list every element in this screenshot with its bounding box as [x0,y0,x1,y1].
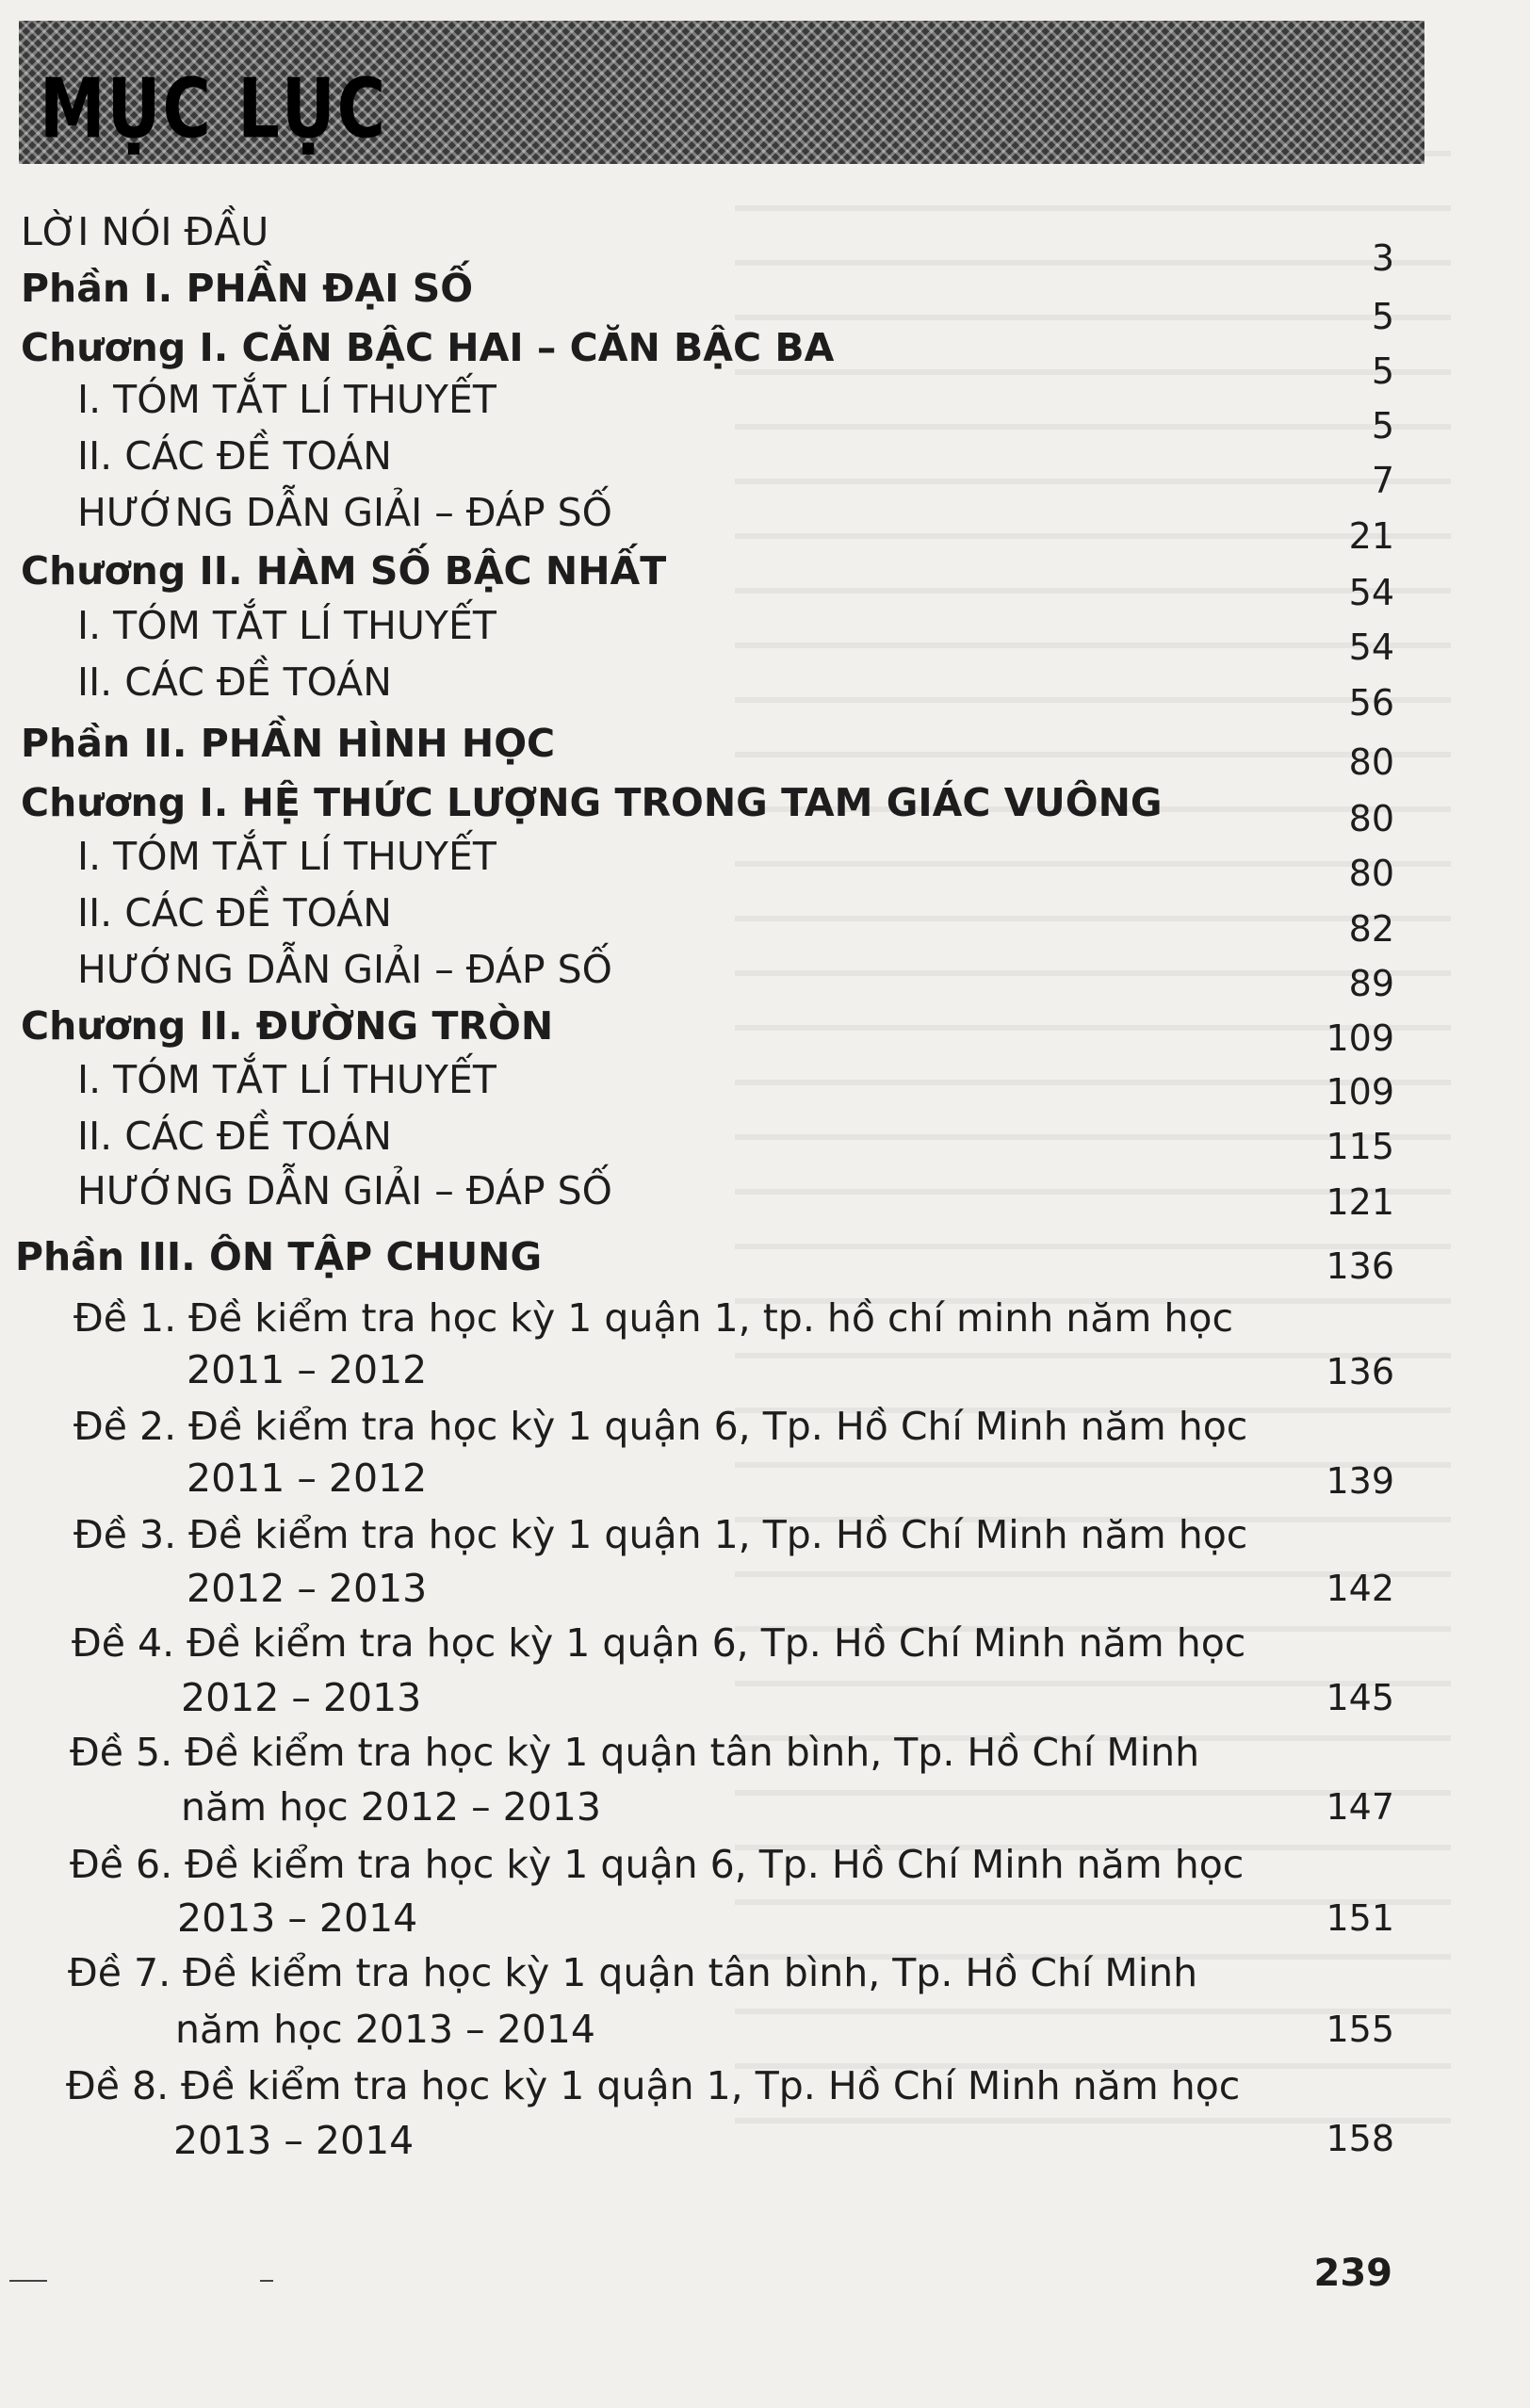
toc-entry-title: I. TÓM TẮT LÍ THUYẾT [77,834,496,879]
toc-page-number: 109 [1326,1017,1394,1059]
toc-entry-continuation: 2012 – 2013 [181,1675,422,1720]
toc-entry-title: Chương II. ĐƯỜNG TRÒN [21,1003,554,1049]
toc-entry-title: HƯỚNG DẪN GIẢI – ĐÁP SỐ [77,490,612,535]
toc-entry [73,1512,1247,1557]
toc-entry-title: Chương II. HÀM SỐ BẬC NHẤT [21,548,667,594]
toc-entry-title: Đề 4. Đề kiểm tra học kỳ 1 quận 6, Tp. Hồ Chí Minh năm học [72,1620,1246,1666]
toc-page-number: 3 [1371,237,1394,279]
toc-entry-title: HƯỚNG DẪN GIẢI – ĐÁP SỐ [77,1168,612,1213]
toc-page-number: 121 [1326,1181,1394,1223]
toc-page-number: 21 [1348,515,1394,557]
toc-entry [21,325,834,370]
toc-entry [70,1730,1199,1775]
toc-entry [77,659,392,705]
toc-entry [21,548,666,594]
page-title: MỤC LỤC [40,60,388,157]
toc-page-number: 7 [1371,460,1394,501]
toc-page-number: 54 [1348,572,1394,613]
toc-entry [77,834,496,879]
toc-entry [77,1057,496,1102]
toc-entry-title: II. CÁC ĐỀ TOÁN [77,433,392,479]
footer-page-number: 239 [1313,2252,1392,2295]
toc-entry-title: Đề 1. Đề kiểm tra học kỳ 1 quận 1, tp. hồ chí minh năm học [73,1295,1233,1341]
toc-page-number: 147 [1326,1786,1394,1828]
toc-entry-title: Phần II. PHẦN HÌNH HỌC [21,721,556,766]
toc-entry [72,1620,1245,1666]
toc-entry [73,1295,1233,1341]
toc-page-number: 82 [1348,908,1394,950]
toc-entry [77,377,496,422]
toc-page-number: 80 [1348,798,1394,839]
toc-entry-title: Đề 8. Đề kiểm tra học kỳ 1 quận 1, Tp. Hồ Chí Minh năm học [66,2063,1241,2108]
toc-page-number: 54 [1348,626,1394,668]
toc-page-number: 56 [1348,682,1394,724]
toc-page-number: 151 [1326,1897,1394,1939]
toc-entry-title: Đề 3. Đề kiểm tra học kỳ 1 quận 1, Tp. Hồ Chí Minh năm học [73,1512,1248,1557]
toc-entry [77,890,392,936]
toc-entry [77,603,496,648]
toc-entry [70,1842,1244,1887]
toc-entry-title: Phần III. ÔN TẬP CHUNG [15,1234,543,1279]
toc-page-number: 142 [1326,1568,1394,1609]
toc-entry [15,1234,542,1279]
toc-entry-continuation: năm học 2013 – 2014 [175,2007,595,2052]
toc-page-number: 136 [1326,1351,1394,1392]
toc-entry [77,490,612,535]
toc-entry-title: Chương I. CĂN BẬC HAI – CĂN BẬC BA [21,325,835,370]
toc-entry-title: II. CÁC ĐỀ TOÁN [77,659,392,705]
toc-page-number: 5 [1371,405,1394,447]
toc-entry [21,1003,553,1049]
toc-entry [77,433,392,479]
toc-entry-title: I. TÓM TẮT LÍ THUYẾT [77,1057,496,1102]
toc-entry [68,1950,1197,1995]
toc-page-number: 155 [1326,2009,1394,2050]
toc-page-number: 109 [1326,1071,1394,1113]
toc-entry-title: Phần I. PHẦN ĐẠI SỐ [21,266,474,311]
toc-entry-title: Đề 5. Đề kiểm tra học kỳ 1 quận tân bình, Tp. Hồ Chí Minh [70,1730,1200,1775]
toc-entry [21,266,473,311]
toc-entry [21,780,1163,825]
toc-entry-continuation: năm học 2012 – 2013 [181,1784,601,1830]
toc-entry [21,209,269,254]
toc-entry [77,1168,612,1213]
toc-page-number: 136 [1326,1245,1394,1287]
toc-page-number: 80 [1348,853,1394,894]
toc-entry-continuation: 2011 – 2012 [187,1347,428,1392]
toc-entry-title: II. CÁC ĐỀ TOÁN [77,1114,392,1159]
toc-entry-continuation: 2013 – 2014 [177,1895,418,1941]
toc-page-number: 5 [1371,350,1394,392]
toc-page-number: 115 [1326,1126,1394,1167]
toc-page-number: 145 [1326,1677,1394,1718]
toc-page-number: 89 [1348,963,1394,1004]
margin-mark [9,2280,47,2282]
toc-page-number: 5 [1371,296,1394,337]
toc-page-number: 158 [1326,2118,1394,2159]
toc-entry-title: Đề 6. Đề kiểm tra học kỳ 1 quận 6, Tp. Hồ Chí Minh năm học [70,1842,1245,1887]
toc-page-number: 139 [1326,1460,1394,1502]
toc-entry-continuation: 2011 – 2012 [187,1456,428,1501]
toc-entry [77,947,612,992]
toc-entry [66,2063,1240,2108]
margin-mark [260,2280,273,2282]
toc-entry-continuation: 2013 – 2014 [173,2118,415,2163]
toc-page-number: 80 [1348,741,1394,783]
toc-entry-title: I. TÓM TẮT LÍ THUYẾT [77,603,496,648]
toc-entry-title: Chương I. HỆ THỨC LƯỢNG TRONG TAM GIÁC VUÔNG [21,780,1163,825]
toc-entry [77,1114,392,1159]
toc-entry-title: HƯỚNG DẪN GIẢI – ĐÁP SỐ [77,947,612,992]
toc-entry-title: Đề 7. Đề kiểm tra học kỳ 1 quận tân bình, Tp. Hồ Chí Minh [68,1950,1198,1995]
toc-entry-continuation: 2012 – 2013 [187,1566,428,1611]
toc-entry-title: I. TÓM TẮT LÍ THUYẾT [77,377,496,422]
toc-entry-title: Đề 2. Đề kiểm tra học kỳ 1 quận 6, Tp. Hồ Chí Minh năm học [73,1404,1248,1449]
toc-entry [73,1404,1247,1449]
toc-entry-title: II. CÁC ĐỀ TOÁN [77,890,392,936]
toc-entry [21,721,555,766]
toc-entry-title: LỜI NÓI ĐẦU [21,209,269,254]
